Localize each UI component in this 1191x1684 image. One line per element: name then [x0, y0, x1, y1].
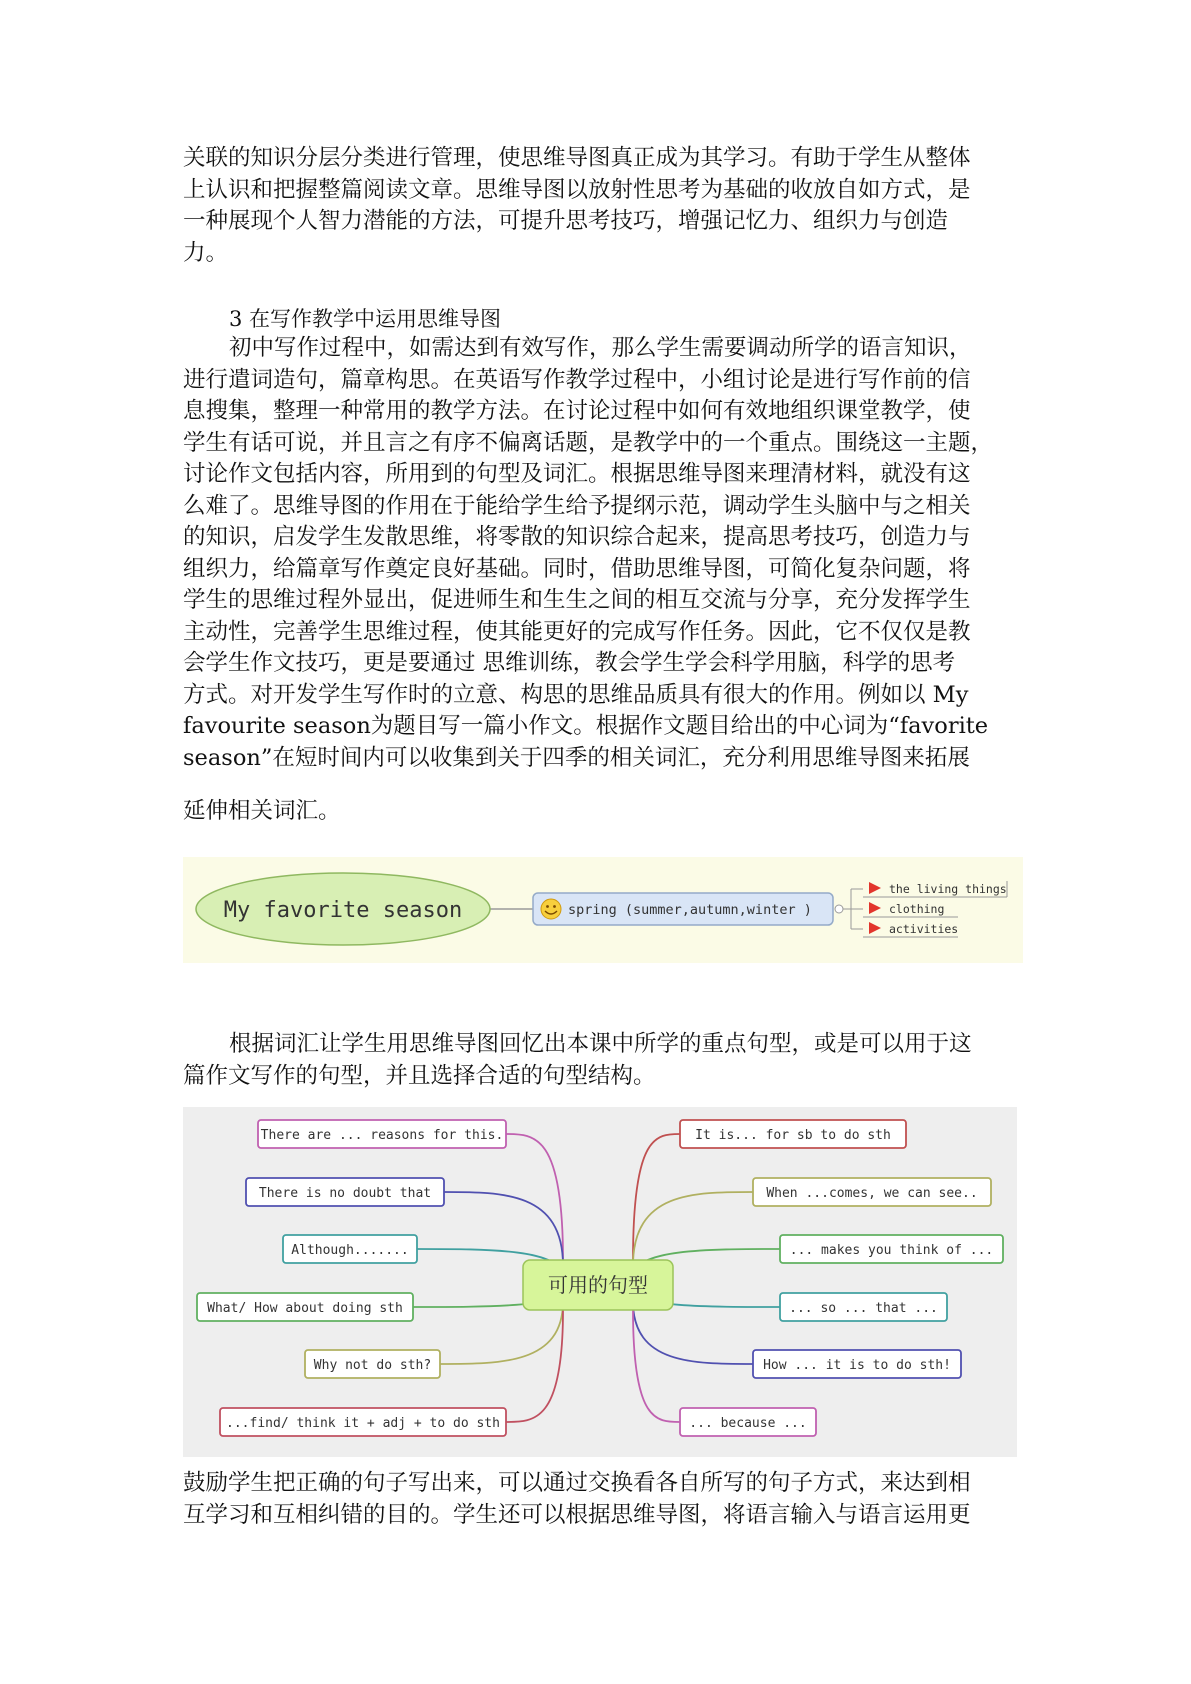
text-line: 学生有话可说，并且言之有序不偏离话题，是教学中的一个重点。围绕这一主题， — [183, 429, 994, 456]
pattern-label: Why not do sth? — [313, 1358, 432, 1373]
central-label: My favorite season — [223, 898, 463, 923]
text-line: 一种展现个人智力潜能的方法，可提升思考技巧，增强记忆力、组织力与创造 — [183, 208, 949, 234]
text-line: 么难了。思维导图的作用在于能给学生给予提纲示范，调动学生头脑中与之相关 — [183, 492, 971, 519]
text-line: favourite season为题目写一篇小作文。根据作文题目给出的中心词为“favorite — [183, 713, 989, 739]
text-line: 延伸相关词汇。 — [183, 798, 341, 824]
text-line: 组织力，给篇章写作奠定良好基础。同时，借助思维导图，可简化复杂问题，将 — [183, 555, 971, 582]
text-line: 关联的知识分层分类进行管理，使思维导图真正成为其学习。有助于学生从整体 — [183, 145, 971, 171]
section-paragraph — [183, 333, 1023, 774]
text-line: 主动性，完善学生思维过程，使其能更好的完成写作任务。因此，它不仅仅是教 — [183, 618, 971, 645]
text-line: 上认识和把握整篇阅读文章。思维导图以放射性思考为基础的收放自如方式，是 — [183, 176, 971, 203]
text-line: 鼓励学生把正确的句子写出来，可以通过交换看各自所写的句子方式，来达到相 — [183, 1470, 971, 1496]
intro-paragraph — [183, 143, 1023, 269]
text-line: 会学生作文技巧，更是要通过 思维训练，教会学生学会科学用脑，科学的思考 — [183, 650, 956, 676]
pattern-label: It is... for sb to do sth — [695, 1128, 891, 1143]
pattern-label: There are ... reasons for this. — [260, 1128, 504, 1143]
sub-label: clothing — [889, 902, 945, 916]
text-line: 篇作文写作的句型，并且选择合适的句型结构。 — [183, 1062, 656, 1089]
smiley-icon — [541, 899, 561, 919]
text-line: 根据词汇让学生用思维导图回忆出本课中所学的重点句型，或是可以用于这 — [229, 1031, 972, 1057]
sub-label: activities — [889, 922, 959, 936]
pattern-label: How ... it is to do sth! — [763, 1358, 951, 1373]
text-line: 讨论作文包括内容，所用到的句型及词汇。根据思维导图来理清材料，就没有这 — [183, 461, 971, 487]
pattern-label: Although....... — [291, 1243, 409, 1258]
mindmap-sentence-patterns — [183, 1107, 1017, 1457]
pattern-label: ... because ... — [689, 1416, 807, 1431]
paragraph-2 — [183, 1029, 1023, 1092]
central-label: 可用的句型 — [548, 1273, 648, 1297]
text-line: 互学习和互相纠错的目的。学生还可以根据思维导图，将语言输入与语言运用更 — [183, 1501, 971, 1528]
pattern-label: When ...comes, we can see.. — [766, 1186, 978, 1201]
text-line: 力。 — [183, 239, 229, 266]
text-line: 初中写作过程中，如需达到有效写作，那么学生需要调动所学的语言知识， — [229, 335, 972, 361]
section-heading: 3 在写作教学中运用思维导图 — [229, 307, 502, 331]
collapse-handle — [835, 905, 843, 913]
pattern-label: There is no doubt that — [258, 1186, 432, 1201]
text-line: 方式。对开发学生写作时的立意、构思的思维品质具有很大的作用。例如以 My — [183, 681, 969, 708]
text-line: 息搜集，整理一种常用的教学方法。在讨论过程中如何有效地组织课堂教学，使 — [183, 398, 971, 424]
closing-paragraph — [183, 1468, 1023, 1531]
pattern-label: ...find/ think it + adj + to do sth — [226, 1416, 500, 1431]
mindmap-favorite-season — [183, 857, 1023, 963]
text-line: season”在短时间内可以收集到关于四季的相关词汇，充分利用思维导图来拓展 — [183, 744, 970, 771]
text-line: 进行遣词造句，篇章构思。在英语写作教学过程中，小组讨论是进行写作前的信 — [183, 366, 971, 393]
branch-label: spring (summer,autumn,winter ) — [568, 902, 812, 918]
text-line: 学生的思维过程外显出，促进师生和生生之间的相互交流与分享，充分发挥学生 — [183, 587, 971, 613]
section-last-line — [183, 796, 1023, 828]
pattern-label: What/ How about doing sth — [207, 1301, 403, 1316]
sub-label: the living things — [889, 882, 1007, 896]
pattern-label: ... makes you think of ... — [789, 1243, 994, 1258]
text-line: 的知识，启发学生发散思维，将零散的知识综合起来，提高思考技巧，创造力与 — [183, 524, 971, 550]
pattern-label: ... so ... that ... — [789, 1301, 938, 1316]
